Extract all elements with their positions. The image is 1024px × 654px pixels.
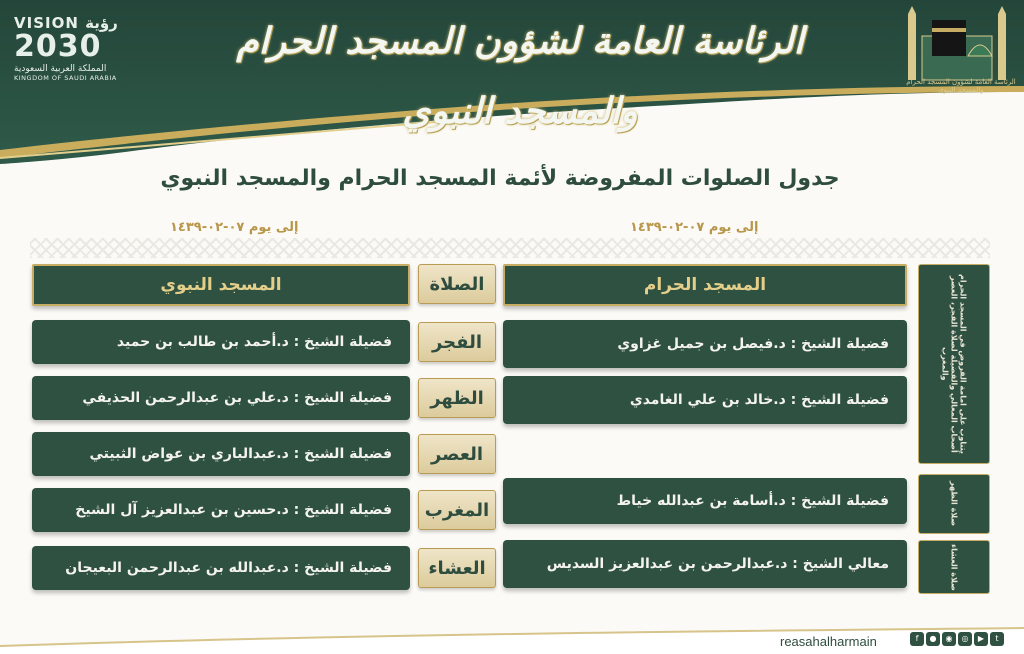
nabawi-imam-asr: فضيلة الشيخ : د.عبدالباري بن عواض الثبيتي [32,432,410,476]
side-note-dhuhr: صلاة الظهر [918,474,990,534]
vision-country-en: KINGDOM OF SAUDI ARABIA [14,74,117,82]
prayer-dhuhr: الظهر [418,378,496,418]
presidency-title: الرئاسة العامة لشؤون المسجد الحرام والمسجد النبوي [236,20,804,132]
vision-country-ar: المملكة العربية السعودية [14,64,107,74]
prayer-asr: العصر [418,434,496,474]
column-header-nabawi: المسجد النبوي [32,264,410,306]
snapchat-icon[interactable]: ● [926,632,940,646]
instagram-icon[interactable]: ◉ [942,632,956,646]
nabawi-imam-isha: فضيلة الشيخ : د.عبدالله بن عبدالرحمن البعيجان [32,546,410,590]
nabawi-imam-fajr: فضيلة الشيخ : د.أحمد بن طالب بن حميد [32,320,410,364]
page-title: جدول الصلوات المفروضة لأئمة المسجد الحرام والمسجد النبوي [160,166,840,191]
haramain-emblem-icon [902,6,1018,88]
youtube-icon[interactable]: ▶ [974,632,988,646]
facebook-icon[interactable]: f [910,632,924,646]
prayer-maghrib: المغرب [418,490,496,530]
prayer-isha: العشاء [418,548,496,588]
emblem-caption: الرئاسة العامة لشؤون المسجد الحرام والمسجد النبوي [906,78,1016,94]
nabawi-imam-dhuhr: فضيلة الشيخ : د.علي بن عبدالرحمن الحذيفي [32,376,410,420]
side-note-rotation: يتناوب على امامة الفروض في المسجد الحرام أصحاب المعالي والفضيلة لصلاة الفجر، العصر والمغرب [918,264,990,464]
social-handle[interactable]: reasahalharmain [780,634,877,649]
haram-imam-dhuhr: فضيلة الشيخ : د.خالد بن علي الغامدي [503,376,907,424]
vision-2030-logo [14,14,144,94]
column-header-prayer: الصلاة [418,264,496,304]
periscope-icon[interactable]: ◎ [958,632,972,646]
side-note-isha: صلاة العشاء [918,540,990,594]
haram-imam-maghrib: فضيلة الشيخ : د.أسامة بن عبدالله خياط [503,478,907,524]
pattern-divider [30,238,990,258]
haram-imam-fajr: فضيلة الشيخ : د.فيصل بن جميل غزاوي [503,320,907,368]
haram-imam-isha: معالي الشيخ : د.عبدالرحمن بن عبدالعزيز السديس [503,540,907,588]
prayer-fajr: الفجر [418,322,496,362]
twitter-icon[interactable]: t [990,632,1004,646]
vision-label: VISION رؤية [14,14,118,32]
date-haram: إلى يوم ٠٧-٠٢-١٤٣٩ [630,220,759,235]
date-nabawi: إلى يوم ٠٧-٠٢-١٤٣٩ [170,220,299,235]
nabawi-imam-maghrib: فضيلة الشيخ : د.حسين بن عبدالعزيز آل الشيخ [32,488,410,532]
vision-year: 2030 [14,29,102,64]
column-header-haram: المسجد الحرام [503,264,907,306]
